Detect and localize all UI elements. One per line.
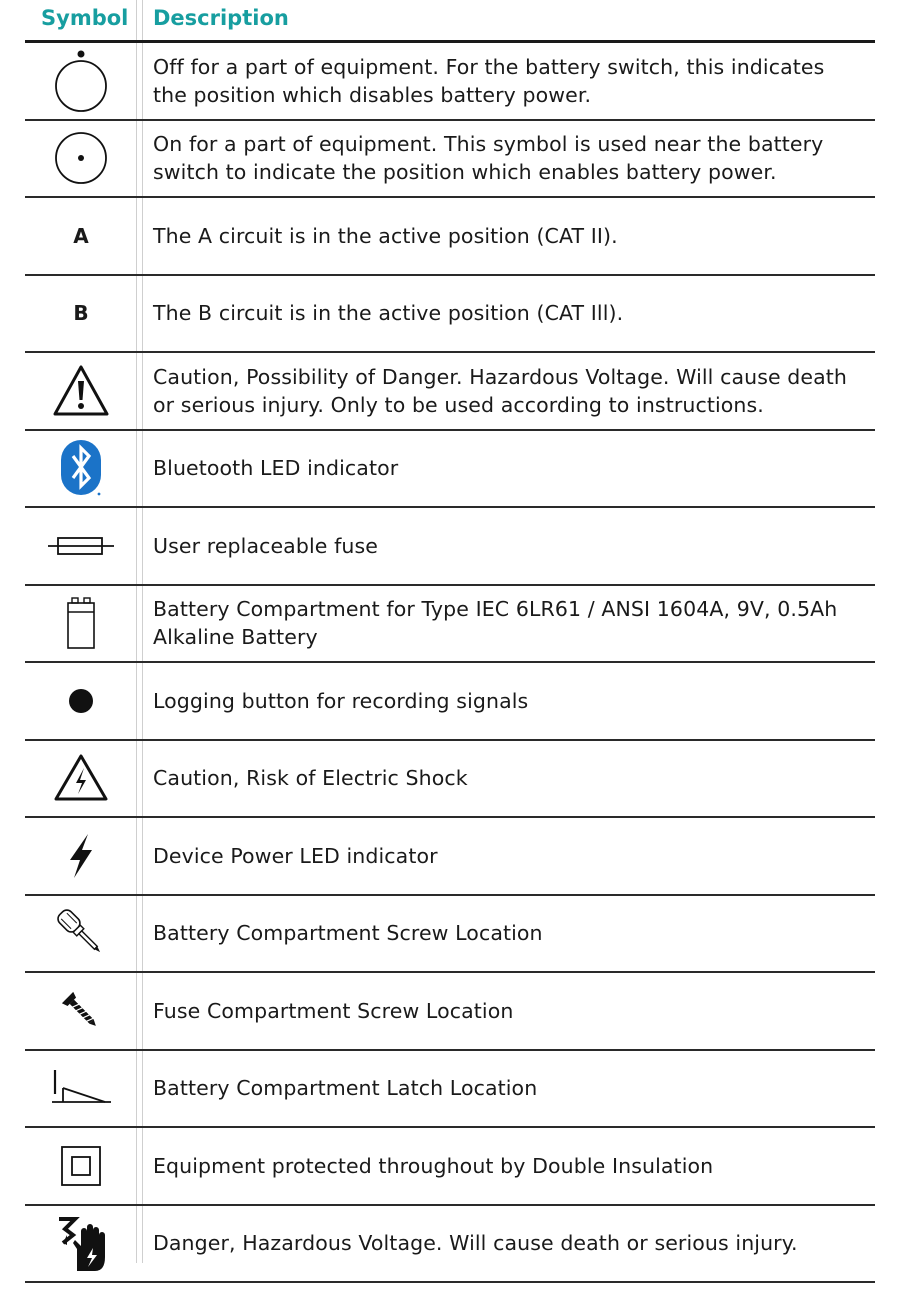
table-row bbox=[25, 896, 875, 974]
table-row bbox=[25, 663, 875, 741]
table-row bbox=[25, 1206, 875, 1284]
fuse-icon bbox=[25, 508, 137, 584]
row-description: Device Power LED indicator bbox=[153, 843, 438, 868]
lightning-bolt-icon bbox=[25, 818, 137, 894]
symbol-letter: B bbox=[73, 301, 89, 326]
table-row bbox=[25, 276, 875, 354]
bluetooth-icon bbox=[25, 431, 137, 507]
power-off-icon bbox=[25, 43, 137, 119]
row-description: User replaceable fuse bbox=[153, 533, 378, 558]
screw-icon bbox=[25, 973, 137, 1049]
letter-a-icon bbox=[25, 198, 137, 274]
table-row bbox=[25, 973, 875, 1051]
row-description: Battery Compartment Latch Location bbox=[153, 1076, 538, 1101]
caution-icon bbox=[25, 353, 137, 429]
row-description: The B circuit is in the active position (CAT Ill). bbox=[153, 301, 624, 326]
table-row bbox=[25, 818, 875, 896]
table-row bbox=[25, 431, 875, 509]
record-dot-icon bbox=[25, 663, 137, 739]
table-row bbox=[25, 1128, 875, 1206]
screwdriver-icon bbox=[25, 896, 137, 972]
row-description: The A circuit is in the active position (CAT II). bbox=[153, 223, 618, 248]
shock-warning-icon bbox=[25, 741, 137, 817]
battery-icon bbox=[25, 586, 137, 662]
symbol-table bbox=[25, 0, 875, 1283]
symbol-letter: A bbox=[73, 223, 89, 248]
double-insulation-icon bbox=[25, 1128, 137, 1204]
row-description: On for a part of equipment. This symbol is used near the battery switch to indicate the position which enables battery power. bbox=[153, 132, 824, 185]
table-row bbox=[25, 508, 875, 586]
row-description: Fuse Compartment Screw Location bbox=[153, 998, 514, 1023]
power-on-icon bbox=[25, 121, 137, 197]
description-column-header: Description bbox=[153, 6, 289, 30]
latch-icon bbox=[25, 1051, 137, 1127]
row-description: Danger, Hazardous Voltage. Will cause death or serious injury. bbox=[153, 1231, 798, 1256]
row-description: Logging button for recording signals bbox=[153, 688, 529, 713]
table-row bbox=[25, 198, 875, 276]
hazardous-voltage-hand-icon bbox=[25, 1206, 137, 1282]
row-description: Caution, Risk of Electric Shock bbox=[153, 766, 468, 791]
table-row bbox=[25, 586, 875, 664]
table-header bbox=[25, 0, 875, 43]
row-description: Battery Compartment Screw Location bbox=[153, 921, 543, 946]
row-description: Battery Compartment for Type IEC 6LR61 / ANSI 1604A, 9V, 0.5Ah Alkaline Battery bbox=[153, 597, 838, 650]
row-description: Equipment protected throughout by Double Insulation bbox=[153, 1153, 714, 1178]
row-description: Bluetooth LED indicator bbox=[153, 456, 399, 481]
row-description: Off for a part of equipment. For the battery switch, this indicates the position which disables battery power. bbox=[153, 54, 825, 107]
table-row bbox=[25, 1051, 875, 1129]
table-row bbox=[25, 121, 875, 199]
table-row bbox=[25, 43, 875, 121]
row-description: Caution, Possibility of Danger. Hazardous Voltage. Will cause death or serious injury. Only to be used according to instructions. bbox=[153, 364, 848, 417]
table-row bbox=[25, 741, 875, 819]
letter-b-icon bbox=[25, 276, 137, 352]
table-row bbox=[25, 353, 875, 431]
symbol-column-header: Symbol bbox=[41, 6, 129, 30]
